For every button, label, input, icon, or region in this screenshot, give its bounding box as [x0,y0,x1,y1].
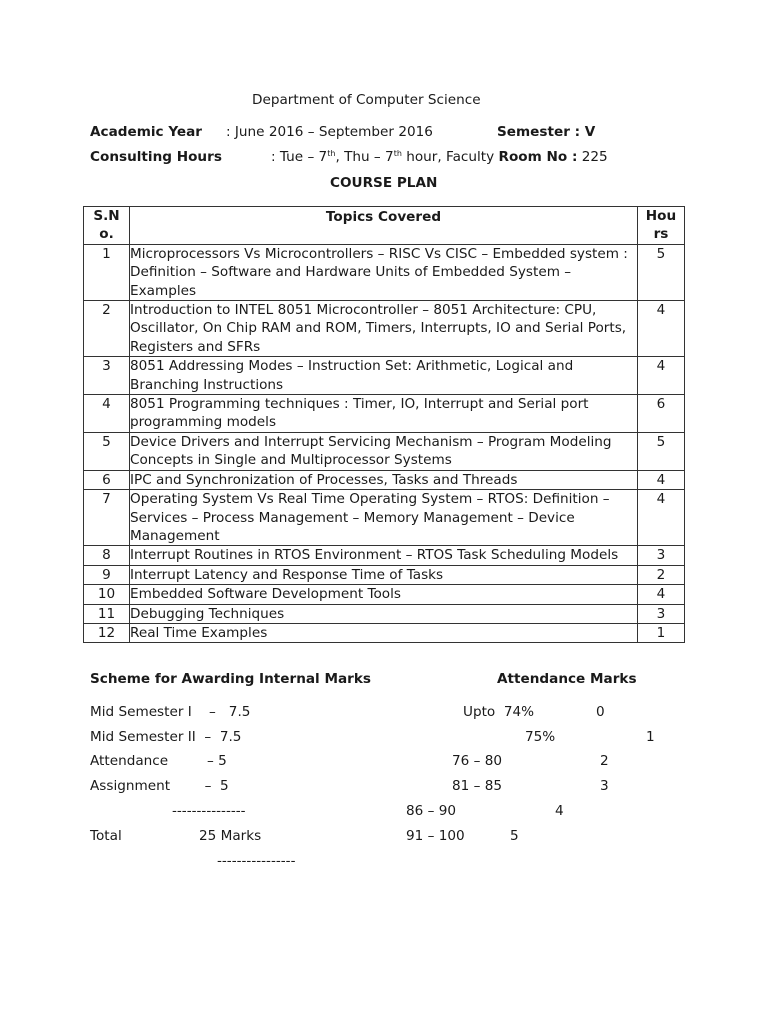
attendance-mark: 5 [510,828,519,844]
table-row [84,490,685,546]
row-sno: 7 [84,490,130,546]
row-hours: 4 [638,490,685,546]
total-label: Total [90,828,122,844]
table-row [84,604,685,623]
attendance-mark: 1 [646,729,655,745]
attendance-mark: 4 [555,803,564,819]
row-topic: Device Drivers and Interrupt Servicing Mechanism – Program Modeling Concepts in Single and Multiprocessor Systems [130,432,638,470]
row-hours: 1 [638,623,685,642]
course-plan-title: COURSE PLAN [330,175,438,191]
consulting-hours-value: : Tue – 7th, Thu – 7th hour, Faculty Room No : 225 [271,149,608,165]
row-topic: Introduction to INTEL 8051 Microcontroller – 8051 Architecture: CPU, Oscillator, On Chip RAM and ROM, Timers, Interrupts, IO and Serial Ports, Registers and SFRs [130,301,638,357]
divider-rule-2: ---------------- [217,853,296,869]
table-row [84,395,685,433]
attendance-range: Upto 74% [463,704,535,720]
row-topic: 8051 Programming techniques : Timer, IO, Interrupt and Serial port programming models [130,395,638,433]
academic-year-value: : June 2016 – September 2016 [226,124,433,140]
course-plan-table [83,206,685,643]
row-sno: 10 [84,585,130,604]
row-topic: Operating System Vs Real Time Operating System – RTOS: Definition – Services – Process Management – Memory Management – Device Management [130,490,638,546]
row-hours: 5 [638,244,685,300]
row-sno: 2 [84,301,130,357]
attendance-mark: 3 [600,778,609,794]
internal-marks-title: Scheme for Awarding Internal Marks [90,671,371,687]
academic-year-label: Academic Year [90,124,203,140]
attendance-mark: 0 [596,704,605,720]
mid-semester-2: Mid Semester II – 7.5 [90,729,242,745]
mid-semester-1: Mid Semester I – 7.5 [90,704,251,720]
row-sno: 1 [84,244,130,300]
room-value: 225 [577,149,608,165]
table-row [84,565,685,584]
assignment-weight: Assignment – 5 [90,778,229,794]
row-sno: 11 [84,604,130,623]
table-row [84,585,685,604]
row-sno: 4 [84,395,130,433]
row-hours: 3 [638,546,685,565]
row-topic: Interrupt Latency and Response Time of Tasks [130,565,638,584]
table-row [84,623,685,642]
row-sno: 9 [84,565,130,584]
attendance-range: 76 – 80 [452,753,503,769]
row-hours: 4 [638,470,685,489]
row-topic: Microprocessors Vs Microcontrollers – RISC Vs CISC – Embedded system : Definition – Software and Hardware Units of Embedded System – Examples [130,244,638,300]
table-header-row [84,207,685,245]
table-row [84,470,685,489]
row-topic: Embedded Software Development Tools [130,585,638,604]
table-row [84,244,685,300]
row-hours: 3 [638,604,685,623]
row-sno: 5 [84,432,130,470]
attendance-range: 86 – 90 [406,803,457,819]
header-hours: Hou rs [638,207,685,245]
row-hours: 5 [638,432,685,470]
row-sno: 6 [84,470,130,489]
row-hours: 4 [638,357,685,395]
attendance-weight: Attendance – 5 [90,753,227,769]
row-topic: Interrupt Routines in RTOS Environment – RTOS Task Scheduling Models [130,546,638,565]
row-sno: 12 [84,623,130,642]
header-sno: S.N o. [84,207,130,245]
table-row [84,432,685,470]
attendance-marks-title: Attendance Marks [497,671,637,687]
attendance-range: 81 – 85 [452,778,503,794]
room-label: Room No : [498,149,578,165]
divider-rule-1: --------------- [172,803,246,819]
row-hours: 2 [638,565,685,584]
row-topic: IPC and Synchronization of Processes, Tasks and Threads [130,470,638,489]
row-hours: 4 [638,585,685,604]
semester-label: Semester : V [497,124,596,140]
row-hours: 6 [638,395,685,433]
header-topics: Topics Covered [130,207,638,245]
consulting-hours-label: Consulting Hours [90,149,222,165]
table-row [84,301,685,357]
attendance-mark: 2 [600,753,609,769]
department-title: Department of Computer Science [252,92,481,108]
row-topic: Real Time Examples [130,623,638,642]
row-sno: 3 [84,357,130,395]
table-row [84,546,685,565]
row-hours: 4 [638,301,685,357]
total-value: 25 Marks [199,828,262,844]
table-row [84,357,685,395]
attendance-range: 91 – 100 [406,828,465,844]
attendance-range: 75% [525,729,556,745]
row-topic: Debugging Techniques [130,604,638,623]
row-sno: 8 [84,546,130,565]
row-topic: 8051 Addressing Modes – Instruction Set: Arithmetic, Logical and Branching Instructions [130,357,638,395]
